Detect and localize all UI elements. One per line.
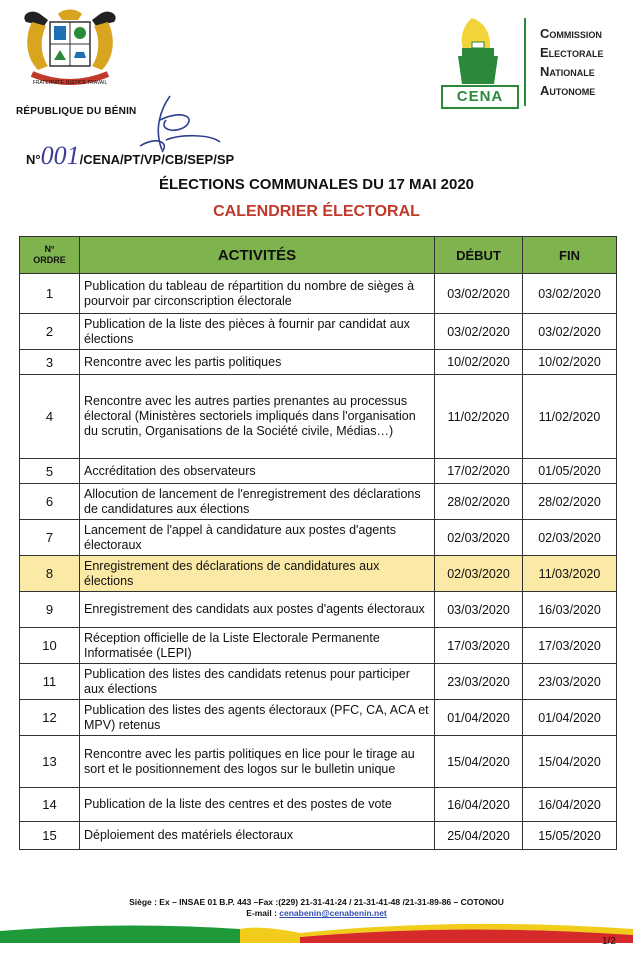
org-name-line: Autonome xyxy=(540,83,596,98)
row-end-date: 16/03/2020 xyxy=(523,592,617,628)
row-number: 1 xyxy=(20,274,80,314)
row-activity: Publication de la liste des centres et des postes de vote xyxy=(80,788,435,822)
row-start-date: 16/04/2020 xyxy=(435,788,523,822)
row-number: 8 xyxy=(20,556,80,592)
header-activity: ACTIVITÉS xyxy=(80,237,435,274)
organization-name xyxy=(540,24,604,100)
row-start-date: 28/02/2020 xyxy=(435,484,523,520)
row-number: 3 xyxy=(20,350,80,375)
org-name-line: Commission xyxy=(540,26,602,41)
row-number: 15 xyxy=(20,822,80,850)
table-row xyxy=(20,592,617,628)
row-activity: Lancement de l'appel à candidature aux postes d'agents électoraux xyxy=(80,520,435,556)
row-number: 10 xyxy=(20,628,80,664)
row-activity: Publication de la liste des pièces à fournir par candidat aux élections xyxy=(80,314,435,350)
row-start-date: 25/04/2020 xyxy=(435,822,523,850)
row-number: 9 xyxy=(20,592,80,628)
ref-suffix: /CENA/PT/VP/CB/SEP/SP xyxy=(79,152,235,167)
row-start-date: 03/02/2020 xyxy=(435,314,523,350)
table-row xyxy=(20,736,617,788)
row-start-date: 11/02/2020 xyxy=(435,375,523,459)
document-title: ÉLECTIONS COMMUNALES DU 17 MAI 2020 xyxy=(158,176,475,193)
header-num-line1: N° xyxy=(44,244,55,254)
email-link[interactable]: cenabenin@cenabenin.net xyxy=(279,908,387,918)
table-row xyxy=(20,788,617,822)
table-row xyxy=(20,484,617,520)
row-end-date: 15/05/2020 xyxy=(523,822,617,850)
table-header-row xyxy=(20,237,617,274)
table-row xyxy=(20,700,617,736)
header-order-number xyxy=(20,237,80,274)
row-end-date: 10/02/2020 xyxy=(523,350,617,375)
row-number: 5 xyxy=(20,459,80,484)
row-number: 14 xyxy=(20,788,80,822)
row-end-date: 17/03/2020 xyxy=(523,628,617,664)
electoral-calendar-table xyxy=(19,236,617,850)
row-start-date: 03/02/2020 xyxy=(435,274,523,314)
table-row xyxy=(20,459,617,484)
row-activity: Rencontre avec les autres parties prenantes au processus électoral (Ministères sectoriels impliqués dans l'organisation du scrutin, Organisations de la Société civile, Médias…) xyxy=(80,375,435,459)
row-activity: Publication du tableau de répartition du nombre de sièges à pourvoir par circonscription électorale xyxy=(80,274,435,314)
row-end-date: 11/02/2020 xyxy=(523,375,617,459)
org-name-line: Electorale xyxy=(540,45,604,60)
row-number: 4 xyxy=(20,375,80,459)
table-row xyxy=(20,520,617,556)
table-row xyxy=(20,350,617,375)
row-number: 13 xyxy=(20,736,80,788)
table-row xyxy=(20,314,617,350)
row-end-date: 01/04/2020 xyxy=(523,700,617,736)
header-start: DÉBUT xyxy=(435,237,523,274)
row-start-date: 03/03/2020 xyxy=(435,592,523,628)
row-start-date: 10/02/2020 xyxy=(435,350,523,375)
row-activity: Rencontre avec les partis politiques xyxy=(80,350,435,375)
row-end-date: 02/03/2020 xyxy=(523,520,617,556)
row-end-date: 11/03/2020 xyxy=(523,556,617,592)
row-end-date: 15/04/2020 xyxy=(523,736,617,788)
document-subtitle: CALENDRIER ÉLECTORAL xyxy=(213,203,420,220)
coat-of-arms-icon xyxy=(18,8,122,90)
row-start-date: 17/02/2020 xyxy=(435,459,523,484)
cena-logo-word: CENA xyxy=(441,85,519,109)
country-name: RÉPUBLIQUE DU BÉNIN xyxy=(16,106,137,117)
svg-text:FRATERNITÉ JUSTICE TRAVAIL: FRATERNITÉ JUSTICE TRAVAIL xyxy=(32,80,108,86)
row-activity: Enregistrement des candidats aux postes d'agents électoraux xyxy=(80,592,435,628)
table-row xyxy=(20,556,617,592)
reference-number xyxy=(26,141,234,171)
row-start-date: 01/04/2020 xyxy=(435,700,523,736)
row-end-date: 28/02/2020 xyxy=(523,484,617,520)
row-activity: Rencontre avec les partis politiques en lice pour le tirage au sort et le positionnement des logos sur le bulletin unique xyxy=(80,736,435,788)
ref-number: 001 xyxy=(40,141,80,170)
org-name-line: Nationale xyxy=(540,64,595,79)
row-activity: Réception officielle de la Liste Electorale Permanente Informatisée (LEPI) xyxy=(80,628,435,664)
table-row xyxy=(20,822,617,850)
row-activity: Publication des listes des agents électoraux (PFC, CA, ACA et MPV) retenus xyxy=(80,700,435,736)
row-activity: Accréditation des observateurs xyxy=(80,459,435,484)
flag-color-bar xyxy=(0,921,633,943)
header-divider xyxy=(524,18,526,106)
row-number: 2 xyxy=(20,314,80,350)
row-end-date: 03/02/2020 xyxy=(523,314,617,350)
row-start-date: 15/04/2020 xyxy=(435,736,523,788)
footer-email-line xyxy=(0,908,633,918)
row-activity: Enregistrement des déclarations de candidatures aux élections xyxy=(80,556,435,592)
row-start-date: 17/03/2020 xyxy=(435,628,523,664)
table-row xyxy=(20,628,617,664)
table-row xyxy=(20,274,617,314)
row-end-date: 03/02/2020 xyxy=(523,274,617,314)
row-start-date: 02/03/2020 xyxy=(435,556,523,592)
row-end-date: 01/05/2020 xyxy=(523,459,617,484)
footer-address: Siège : Ex – INSAE 01 B.P. 443 –Fax :(229) 21-31-41-24 / 21-31-41-48 /21-31-89-86 – COTONOU xyxy=(129,897,504,907)
row-number: 6 xyxy=(20,484,80,520)
page-number: 1/2 xyxy=(602,936,616,947)
row-start-date: 23/03/2020 xyxy=(435,664,523,700)
row-end-date: 23/03/2020 xyxy=(523,664,617,700)
row-activity: Déploiement des matériels électoraux xyxy=(80,822,435,850)
row-end-date: 16/04/2020 xyxy=(523,788,617,822)
email-label: E-mail : xyxy=(246,908,280,918)
header-end: FIN xyxy=(523,237,617,274)
row-activity: Allocution de lancement de l'enregistrement des déclarations de candidatures aux élections xyxy=(80,484,435,520)
row-number: 11 xyxy=(20,664,80,700)
ref-prefix: N° xyxy=(26,152,41,167)
row-number: 12 xyxy=(20,700,80,736)
row-number: 7 xyxy=(20,520,80,556)
row-activity: Publication des listes des candidats retenus pour participer aux élections xyxy=(80,664,435,700)
table-row xyxy=(20,375,617,459)
header-num-line2: ORDRE xyxy=(33,255,66,265)
row-start-date: 02/03/2020 xyxy=(435,520,523,556)
table-row xyxy=(20,664,617,700)
